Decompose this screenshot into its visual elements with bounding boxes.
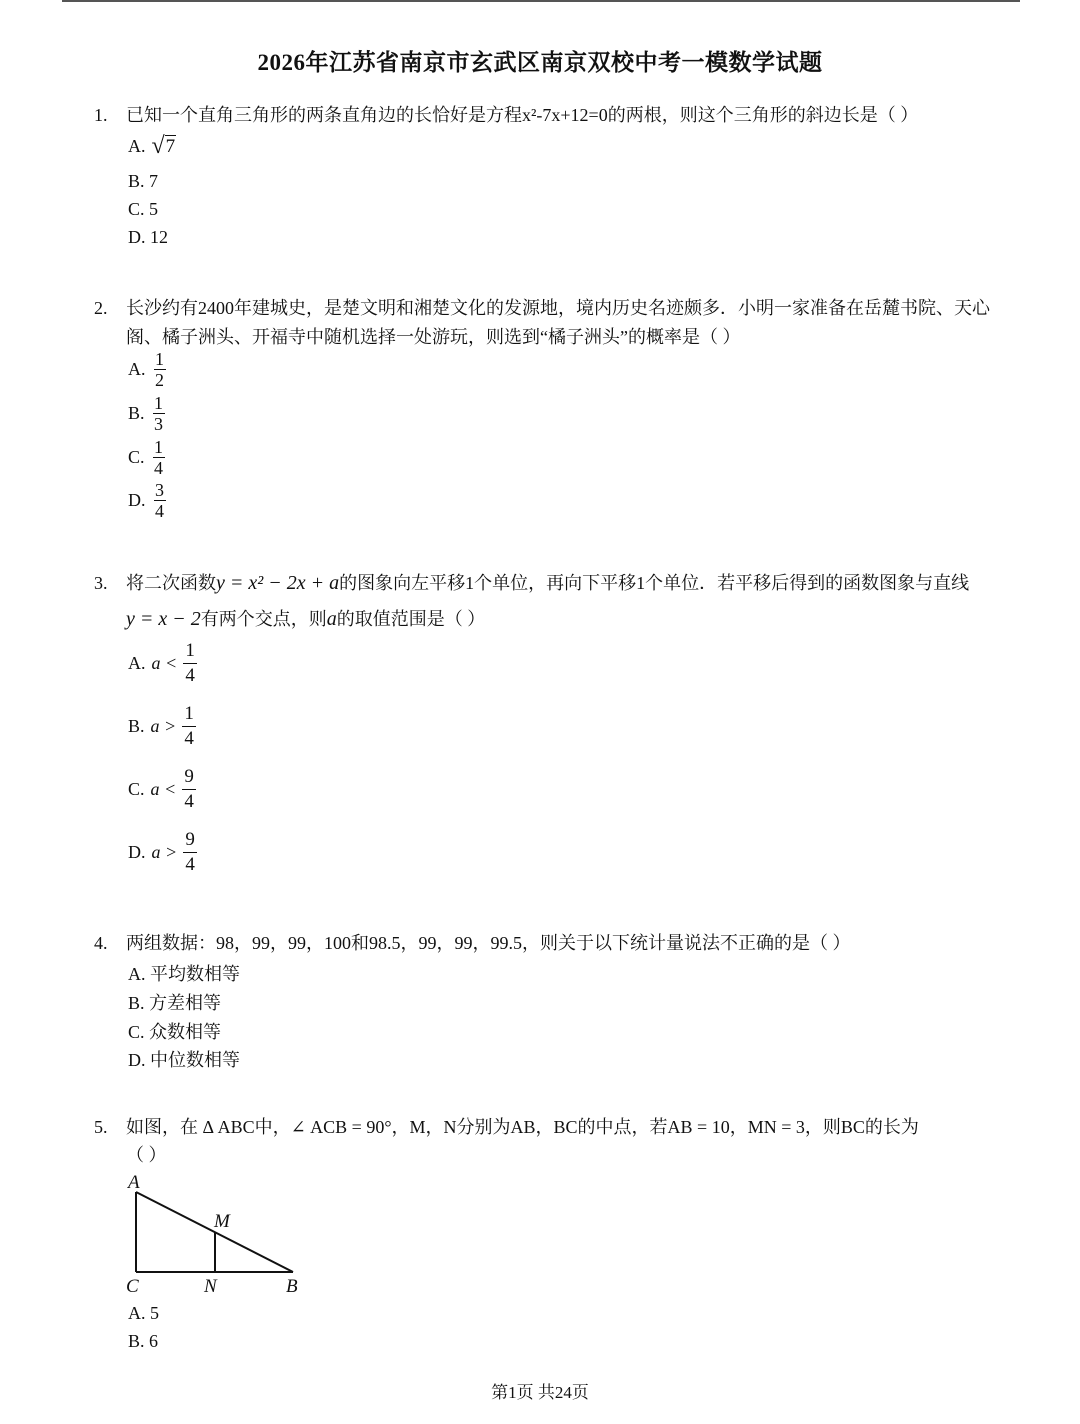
triangle-figure (118, 1168, 318, 1298)
option-b (128, 394, 165, 433)
option-label: B. (128, 403, 145, 423)
option-a (128, 640, 197, 687)
relation: a < (150, 779, 177, 799)
option-label: B. (128, 716, 145, 736)
denominator: 2 (155, 370, 164, 390)
relation: a < (151, 653, 178, 673)
option-a: A. 5 (128, 1303, 159, 1323)
option-b: B. 7 (128, 171, 159, 191)
option-label: D. (128, 842, 146, 862)
option-b: B. 6 (128, 1331, 159, 1351)
option-c: C. 众数相等 (128, 1022, 222, 1042)
option-label: A. (128, 135, 146, 156)
line-expression: y = x − 2 (126, 608, 201, 630)
question-number: 3. (94, 573, 108, 593)
question-number: 5. (94, 1117, 108, 1137)
option-c (128, 438, 165, 477)
numerator: 1 (185, 640, 195, 661)
numerator: 9 (185, 829, 195, 850)
text-segment: 的取值范围是（ ） (336, 609, 486, 629)
question-text-line2: （ ） (126, 1145, 167, 1165)
denominator: 4 (185, 665, 195, 686)
question-text: 两组数据：98，99，99，100和98.5，99，99，99.5，则关于以下统计量说法不正确的是（ ） (126, 933, 851, 953)
fraction (182, 766, 196, 813)
fraction (154, 350, 166, 389)
option-label: C. (128, 779, 145, 799)
question-text: 如图，在 Δ ABC中，∠ ACB = 90°，M，N分别为AB，BC的中点，若AB = 10，MN = 3，则BC的长为 (126, 1117, 919, 1137)
numerator: 1 (154, 393, 164, 413)
numerator: 1 (154, 437, 164, 457)
label-b: B (286, 1276, 298, 1297)
question-text-line2 (126, 605, 485, 633)
option-label: A. (128, 359, 146, 379)
relation: a > (151, 842, 178, 862)
text-segment: 有两个交点，则 (200, 609, 327, 629)
option-label: C. (128, 447, 145, 467)
fraction (153, 394, 165, 433)
denominator: 4 (155, 501, 164, 521)
option-a (128, 134, 176, 158)
function-expression: y = x² − 2x + a (216, 572, 340, 594)
relation: a > (150, 716, 177, 736)
option-c (128, 766, 196, 813)
fraction (154, 481, 166, 520)
numerator: 1 (184, 703, 194, 724)
option-d: D. 12 (128, 227, 168, 247)
denominator: 4 (184, 791, 194, 812)
question-number: 2. (94, 298, 108, 318)
question-number: 1. (94, 105, 108, 125)
label-n: N (204, 1276, 217, 1297)
question-number: 4. (94, 933, 108, 953)
page-title: 2026年江苏省南京市玄武区南京双校中考一模数学试题 (257, 50, 823, 75)
option-label: D. (128, 490, 146, 510)
option-d: D. 中位数相等 (128, 1050, 240, 1070)
radicand: 7 (165, 136, 176, 157)
denominator: 4 (184, 728, 194, 749)
option-d (128, 829, 197, 876)
option-label: A. (128, 653, 146, 673)
variable: a (326, 608, 337, 630)
option-d (128, 481, 166, 520)
question-text-line1 (126, 569, 969, 597)
text-segment: 将二次函数 (126, 573, 216, 593)
question-text-line1: 长沙约有2400年建城史，是楚文明和湘楚文化的发源地，境内历史名迹颇多．小明一家准备在岳麓书院、天心 (126, 298, 990, 318)
numerator: 1 (155, 349, 164, 369)
option-c: C. 5 (128, 199, 159, 219)
denominator: 3 (154, 414, 164, 434)
numerator: 3 (155, 480, 164, 500)
label-a: A (128, 1172, 140, 1193)
numerator: 9 (184, 766, 194, 787)
text-segment: 的图象向左平移1个单位，再向下平移1个单位．若平移后得到的函数图象与直线 (339, 573, 970, 593)
question-text: 已知一个直角三角形的两条直角边的长恰好是方程x²-7x+12=0的两根，则这个三角形的斜边长是（ ） (126, 105, 919, 125)
question-text-line2: 阁、橘子洲头、开福寺中随机选择一处游玩，则选到“橘子洲头”的概率是（ ） (126, 327, 741, 347)
label-c: C (126, 1276, 139, 1297)
fraction (153, 438, 165, 477)
option-a (128, 350, 166, 389)
fraction (182, 703, 196, 750)
label-m: M (214, 1211, 230, 1232)
option-b: B. 方差相等 (128, 993, 222, 1013)
denominator: 4 (185, 854, 195, 875)
fraction (183, 829, 197, 876)
top-rule (62, 0, 1020, 2)
denominator: 4 (154, 458, 164, 478)
option-a: A. 平均数相等 (128, 964, 240, 984)
page-footer: 第1页 共24页 (491, 1383, 589, 1402)
option-b (128, 703, 196, 750)
sqrt-expression: √ 7 (151, 133, 176, 159)
fraction (183, 640, 197, 687)
